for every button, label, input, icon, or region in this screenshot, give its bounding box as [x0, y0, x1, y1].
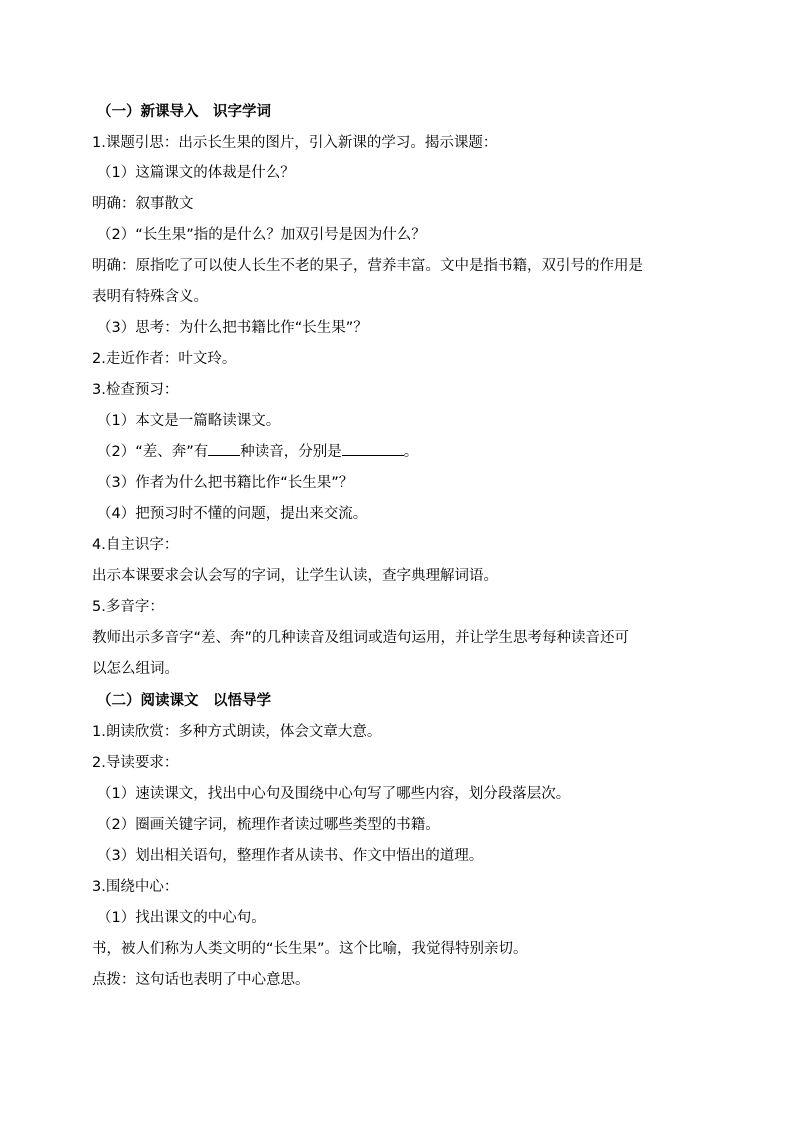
paragraph-line: 5.多音字： [92, 599, 164, 615]
paragraph-line: （3）思考：为什么把书籍比作“长生果”？ [97, 320, 368, 336]
paragraph-line: 4.自主识字： [92, 537, 179, 553]
paragraph-line: 点拨：这句话也表明了中心意思。 [92, 972, 310, 988]
question-text-part: （2）“差、奔”有 [97, 444, 209, 460]
paragraph-line: 以怎么组词。 [92, 661, 179, 677]
answer-blank[interactable] [208, 438, 240, 456]
paragraph-line: （2）圈画关键字词，梳理作者读过哪些类型的书籍。 [97, 817, 440, 833]
paragraph-line: 2.导读要求： [92, 755, 179, 771]
paragraph-line: 3.围绕中心： [92, 879, 179, 895]
paragraph-line: （3）作者为什么把书籍比作“长生果”？ [97, 475, 354, 491]
question-text-part: 。 [403, 444, 419, 460]
paragraph-line: （1）本文是一篇略读课文。 [97, 413, 281, 429]
paragraph-line: 书，被人们称为人类文明的“长生果”。这个比喻，我觉得特别亲切。 [92, 941, 528, 957]
paragraph-line: 明确：原指吃了可以使人长生不老的果子，营养丰富。文中是指书籍，双引号的作用是 [92, 258, 643, 274]
paragraph-line: （1）这篇课文的体裁是什么？ [97, 165, 295, 181]
question-text-part: 种读音，分别是 [240, 444, 342, 460]
paragraph-line: 1.朗读欣赏：多种方式朗读，体会文章大意。 [92, 724, 382, 740]
paragraph-line: （1）速读课文，找出中心句及围绕中心句写了哪些内容，划分段落层次。 [97, 786, 571, 802]
paragraph-line: （4）把预习时不懂的问题，提出来交流。 [97, 506, 368, 522]
answer-blank[interactable] [342, 438, 404, 456]
section-heading-2: （二）阅读课文 以悟导学 [97, 693, 271, 709]
paragraph-line: （2）“长生果”指的是什么？加双引号是因为什么？ [97, 227, 426, 243]
section-heading-1: （一）新课导入 识字学词 [97, 104, 271, 120]
paragraph-line: （3）划出相关语句，整理作者从读书、作文中悟出的道理。 [97, 848, 484, 864]
paragraph-line: （1）找出课文的中心句。 [97, 910, 266, 926]
paragraph-line: 教师出示多音字“差、奔”的几种读音及组词或造句运用，并让学生思考每种读音还可 [92, 630, 630, 646]
paragraph-line: 3.检查预习： [92, 382, 179, 398]
paragraph-line: 表明有特殊含义。 [92, 289, 208, 305]
paragraph-line: 2.走近作者：叶文玲。 [92, 351, 237, 367]
fill-in-question [97, 437, 717, 467]
paragraph-line: 1.课题引思：出示长生果的图片，引入新课的学习。揭示课题： [92, 135, 498, 151]
paragraph-line: 出示本课要求会认会写的字词，让学生认读，查字典理解词语。 [92, 568, 498, 584]
paragraph-line: 明确：叙事散文 [92, 196, 194, 212]
